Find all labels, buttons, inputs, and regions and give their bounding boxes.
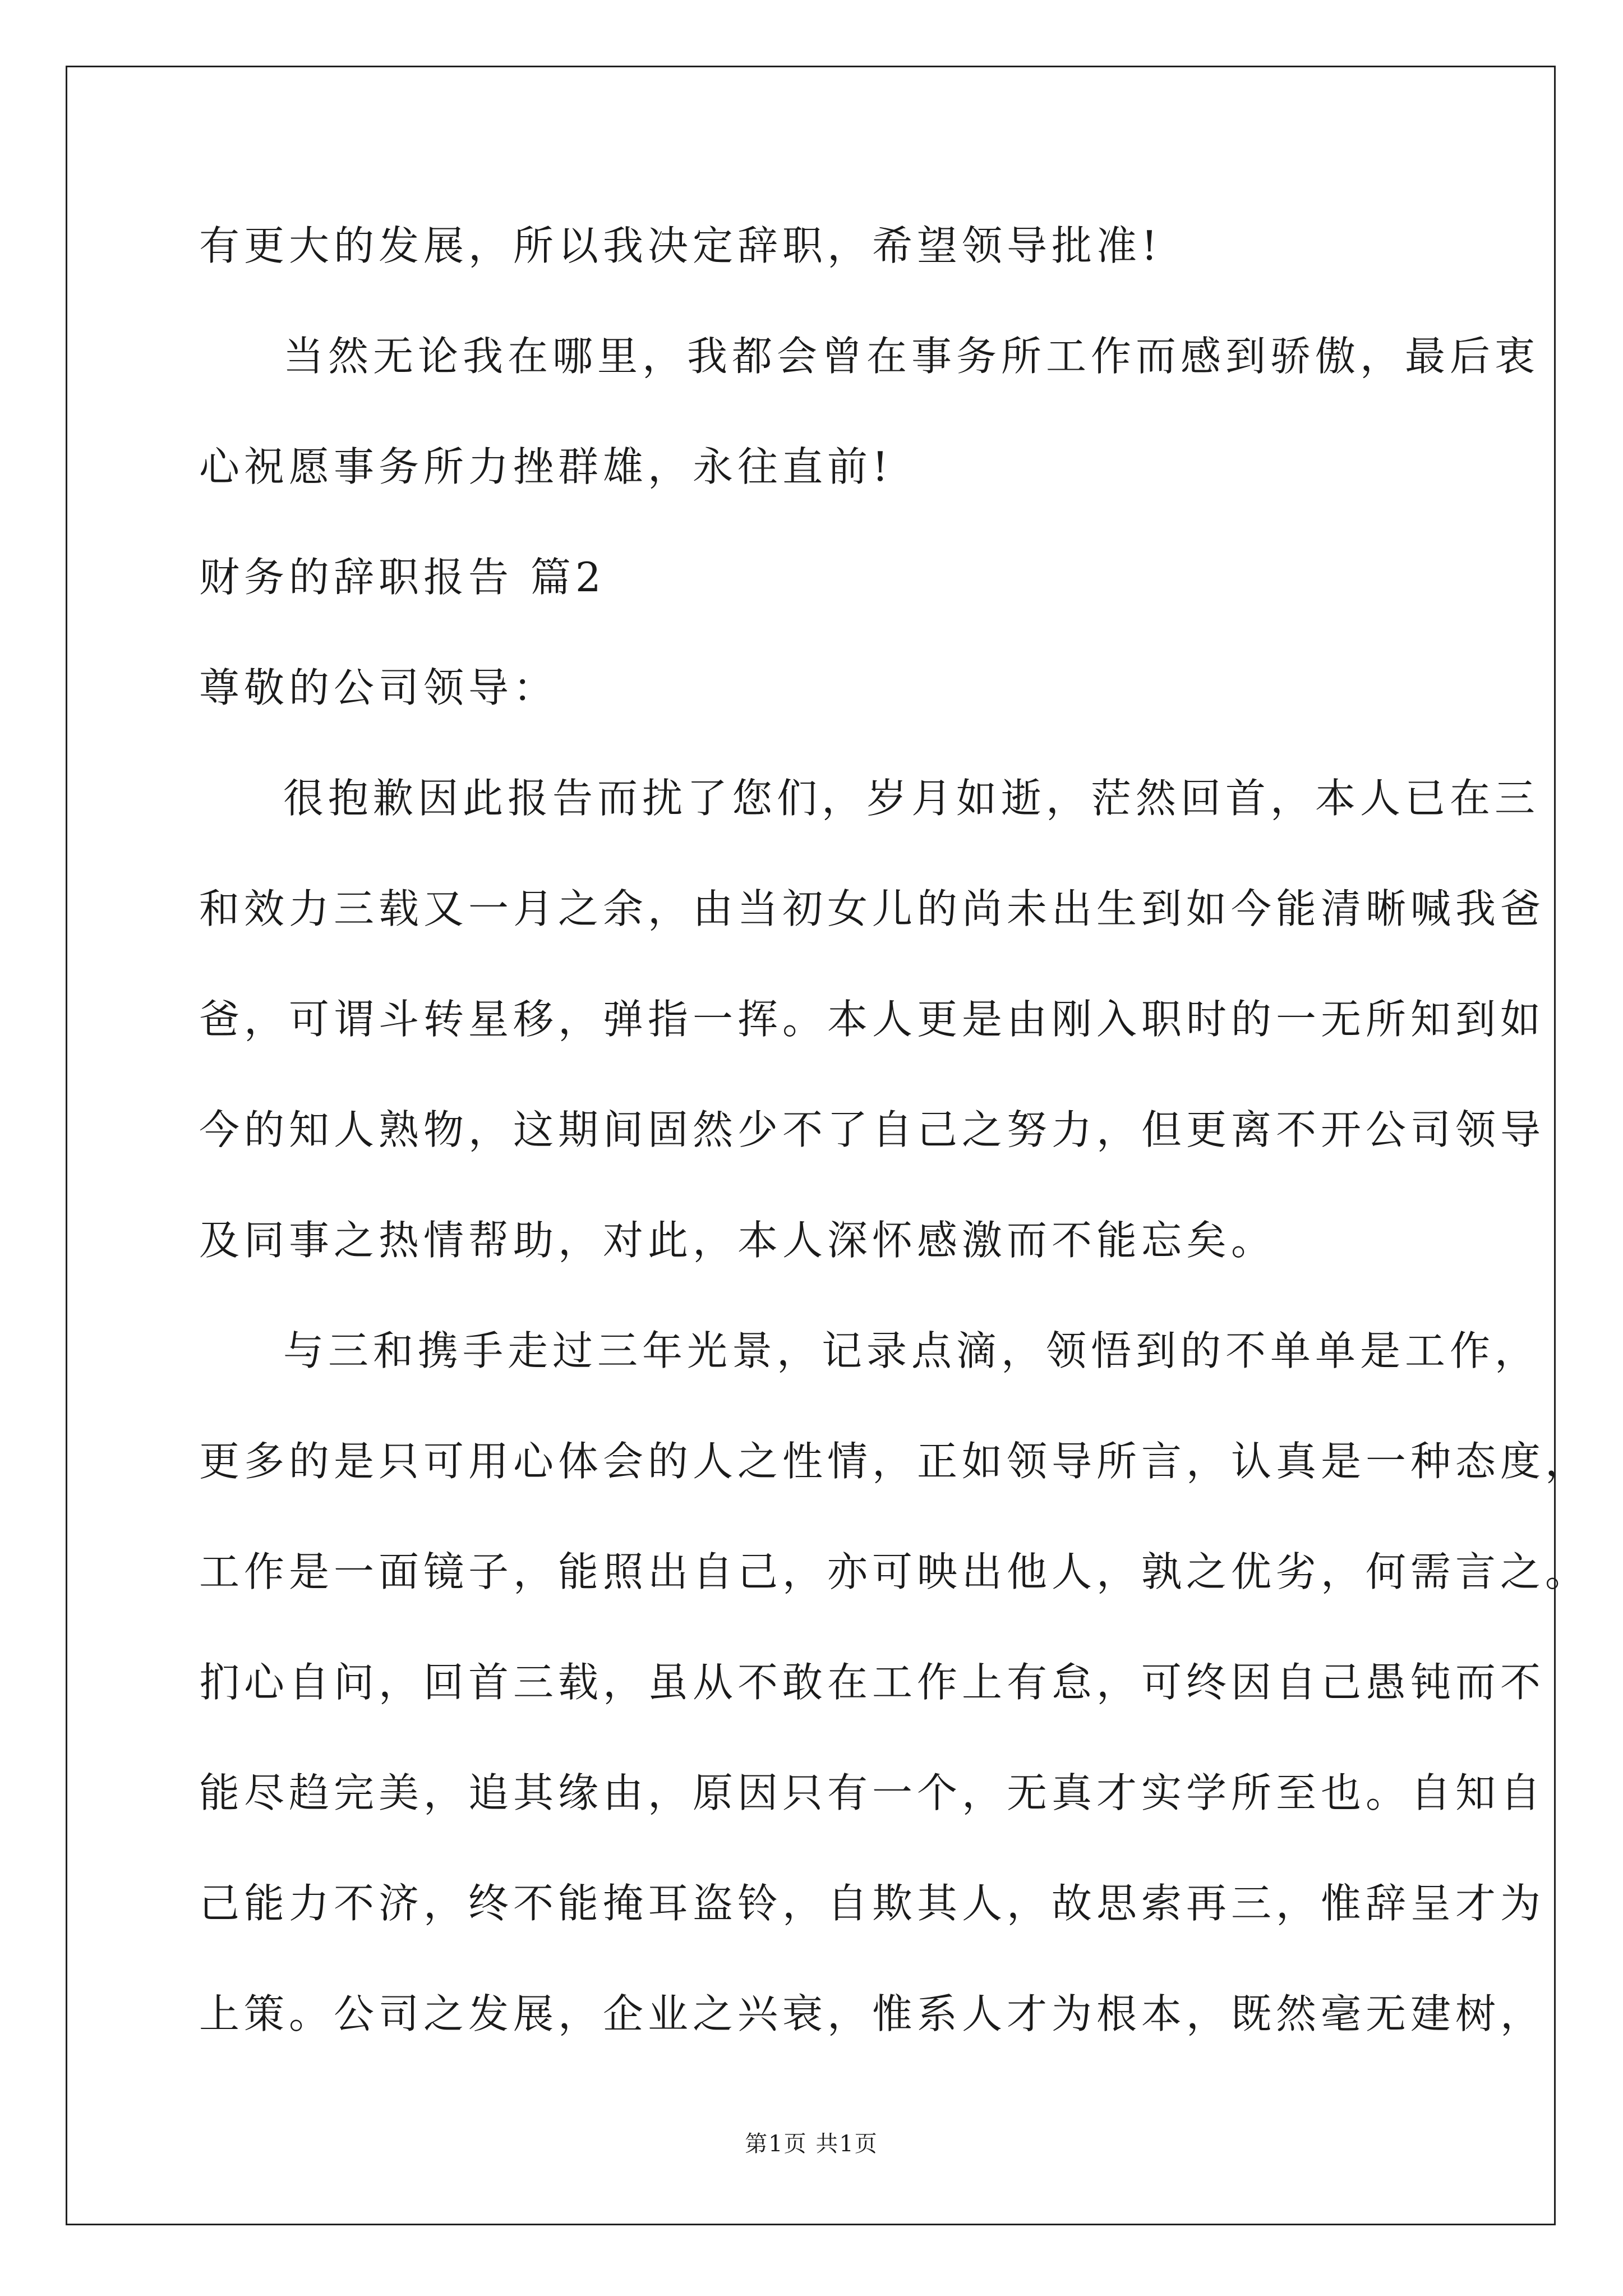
document-body [199,191,1590,2069]
text-line: 很抱歉因此报告而扰了您们，岁月如逝，茫然回首，本人已在三 [283,775,1540,822]
text-line: 上策。公司之发展，企业之兴衰，惟系人才为根本，既然毫无建树， [199,1990,1546,2037]
salutation: 尊敬的公司领导： [199,664,559,711]
page-footer: 第1页 共1页 [745,2131,878,2157]
text-line: 爸，可谓斗转星移，弹指一挥。本人更是由刚入职时的一无所知到如 [199,996,1546,1043]
text-line: 和效力三载又一月之余，由当初女儿的尚未出生到如今能清晰喊我爸 [199,885,1546,932]
text-line: 更多的是只可用心体会的人之性情，正如领导所言，认真是一种态度， [199,1438,1590,1485]
text-line: 当然无论我在哪里，我都会曾在事务所工作而感到骄傲，最后衷 [283,333,1540,380]
text-line: 己能力不济，终不能掩耳盗铃，自欺其人，故思索再三，惟辞呈才为 [199,1880,1546,1927]
text-line: 扪心自问，回首三载，虽从不敢在工作上有怠，可终因自己愚钝而不 [199,1659,1546,1706]
text-line: 工作是一面镜子，能照出自己，亦可映出他人，孰之优劣，何需言之。 [199,1548,1590,1595]
text-line: 有更大的发展，所以我决定辞职，希望领导批准! [199,222,1162,269]
section-heading: 财务的辞职报告 篇2 [199,554,606,601]
text-line: 及同事之热情帮助，对此，本人深怀感激而不能忘矣。 [199,1217,1276,1264]
text-line: 心祝愿事务所力挫群雄，永往直前! [199,443,893,490]
text-line: 与三和携手走过三年光景，记录点滴，领悟到的不单单是工作， [283,1327,1540,1374]
text-line: 今的知人熟物，这期间固然少不了自己之努力，但更离不开公司领导 [199,1106,1546,1153]
text-line: 能尽趋完美，追其缘由，原因只有一个，无真才实学所至也。自知自 [199,1769,1546,1816]
